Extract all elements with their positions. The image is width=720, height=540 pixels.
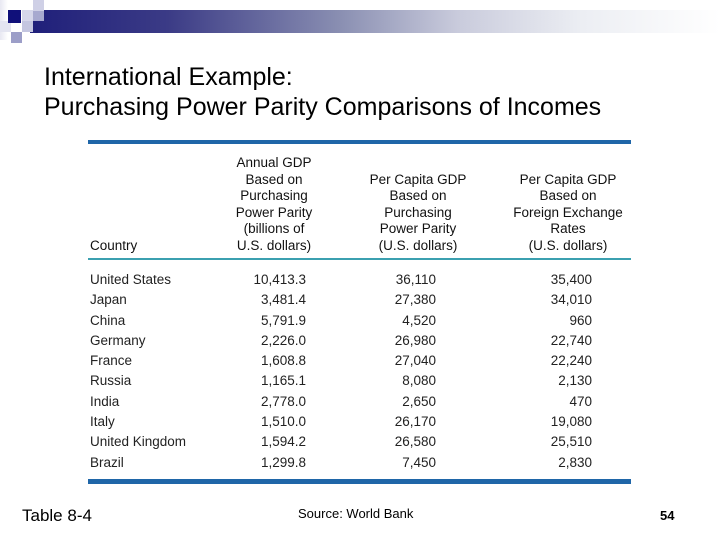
header-per-capita-ppp [356, 172, 480, 255]
cell-per-capita-ppp: 26,980 [394, 332, 436, 348]
table-row [88, 412, 631, 432]
slide-title [44, 62, 601, 122]
cell-per-capita-fx: 2,130 [558, 373, 592, 389]
decor-square [22, 21, 33, 32]
header-line: Rates [550, 221, 586, 236]
table-row [88, 453, 631, 473]
header-line: Purchasing [240, 188, 308, 203]
header-line: Country [90, 237, 138, 253]
title-line-1: International Example: [44, 63, 293, 91]
cell-per-capita-fx: 25,510 [550, 434, 592, 450]
page-number: 54 [660, 508, 675, 523]
header-line: Based on [389, 188, 447, 203]
header-line: Foreign Exchange [513, 204, 623, 220]
cell-annual-gdp: 2,778.0 [260, 393, 306, 409]
cell-country: France [90, 353, 133, 369]
cell-country: Germany [90, 332, 146, 348]
header-line: (U.S. dollars) [528, 237, 608, 253]
header-line: Power Parity [379, 221, 457, 236]
header-country [90, 238, 137, 255]
source-note: Source: World Bank [298, 506, 414, 521]
header-annual-gdp-ppp [218, 155, 330, 254]
header-line: (billions of [243, 221, 305, 236]
title-banner [30, 10, 720, 33]
header-line: U.S. dollars) [236, 237, 312, 253]
decor-square [33, 11, 44, 21]
cell-per-capita-fx: 22,740 [550, 332, 592, 348]
cell-per-capita-fx: 22,240 [550, 353, 592, 369]
cell-per-capita-ppp: 2,650 [402, 393, 436, 409]
table-header [88, 144, 631, 256]
cell-per-capita-ppp: 36,110 [395, 272, 436, 287]
header-line: Purchasing [384, 204, 452, 220]
decor-square [11, 32, 22, 43]
table-bottom-rule [88, 479, 631, 484]
cell-annual-gdp: 2,226.0 [260, 332, 306, 348]
cell-per-capita-fx: 35,400 [550, 272, 592, 287]
header-line: Per Capita GDP [369, 171, 467, 187]
table-row [88, 432, 631, 452]
header-line: Per Capita GDP [519, 171, 617, 187]
header-line: Based on [539, 188, 597, 203]
decor-square [33, 0, 44, 11]
cell-per-capita-ppp: 26,170 [394, 414, 436, 430]
cell-country: Japan [90, 292, 127, 308]
title-line-2: Purchasing Power Parity Comparisons of Incomes [44, 93, 602, 121]
cell-per-capita-ppp: 4,520 [402, 312, 436, 328]
cell-per-capita-fx: 2,830 [558, 454, 592, 470]
cell-per-capita-ppp: 26,580 [394, 434, 436, 450]
cell-per-capita-fx: 19,080 [550, 414, 592, 430]
cell-annual-gdp: 1,165.1 [260, 373, 306, 389]
table-row [88, 331, 631, 351]
table-row [88, 351, 631, 371]
cell-annual-gdp: 1,510.0 [260, 414, 306, 430]
table-row [88, 371, 631, 391]
decor-square [22, 10, 33, 21]
cell-country: India [90, 393, 120, 409]
cell-per-capita-ppp: 7,450 [402, 454, 436, 470]
cell-annual-gdp: 1,299.8 [260, 454, 306, 470]
cell-per-capita-fx: 470 [569, 393, 592, 409]
cell-country: Brazil [90, 454, 124, 470]
cell-per-capita-ppp: 27,040 [394, 353, 436, 369]
decor-square [0, 0, 8, 40]
table-row [88, 270, 631, 290]
cell-annual-gdp: 1,594.2 [260, 434, 306, 450]
cell-annual-gdp: 10,413.3 [253, 272, 306, 287]
cell-country: United States [90, 272, 172, 287]
header-line: (U.S. dollars) [378, 237, 458, 253]
cell-annual-gdp: 1,608.8 [260, 353, 306, 369]
table-row [88, 392, 631, 412]
table-row [88, 290, 631, 310]
cell-per-capita-ppp: 27,380 [394, 292, 436, 308]
header-line: Annual GDP [236, 155, 312, 170]
header-line: Power Parity [235, 204, 313, 220]
table-label: Table 8-4 [22, 506, 92, 525]
cell-per-capita-fx: 34,010 [550, 292, 592, 308]
cell-country: Italy [90, 414, 115, 430]
header-per-capita-fx [506, 172, 630, 255]
table-body [88, 260, 631, 473]
cell-per-capita-fx: 960 [569, 312, 592, 328]
cell-annual-gdp: 3,481.4 [260, 292, 306, 308]
cell-annual-gdp: 5,791.9 [260, 312, 306, 328]
cell-country: Russia [90, 373, 132, 389]
cell-country: United Kingdom [90, 434, 187, 450]
cell-per-capita-ppp: 8,080 [402, 373, 436, 389]
cell-country: China [90, 312, 126, 328]
header-line: Based on [245, 171, 303, 187]
table-row [88, 311, 631, 331]
ppp-table [88, 140, 631, 484]
decor-square [8, 10, 21, 23]
